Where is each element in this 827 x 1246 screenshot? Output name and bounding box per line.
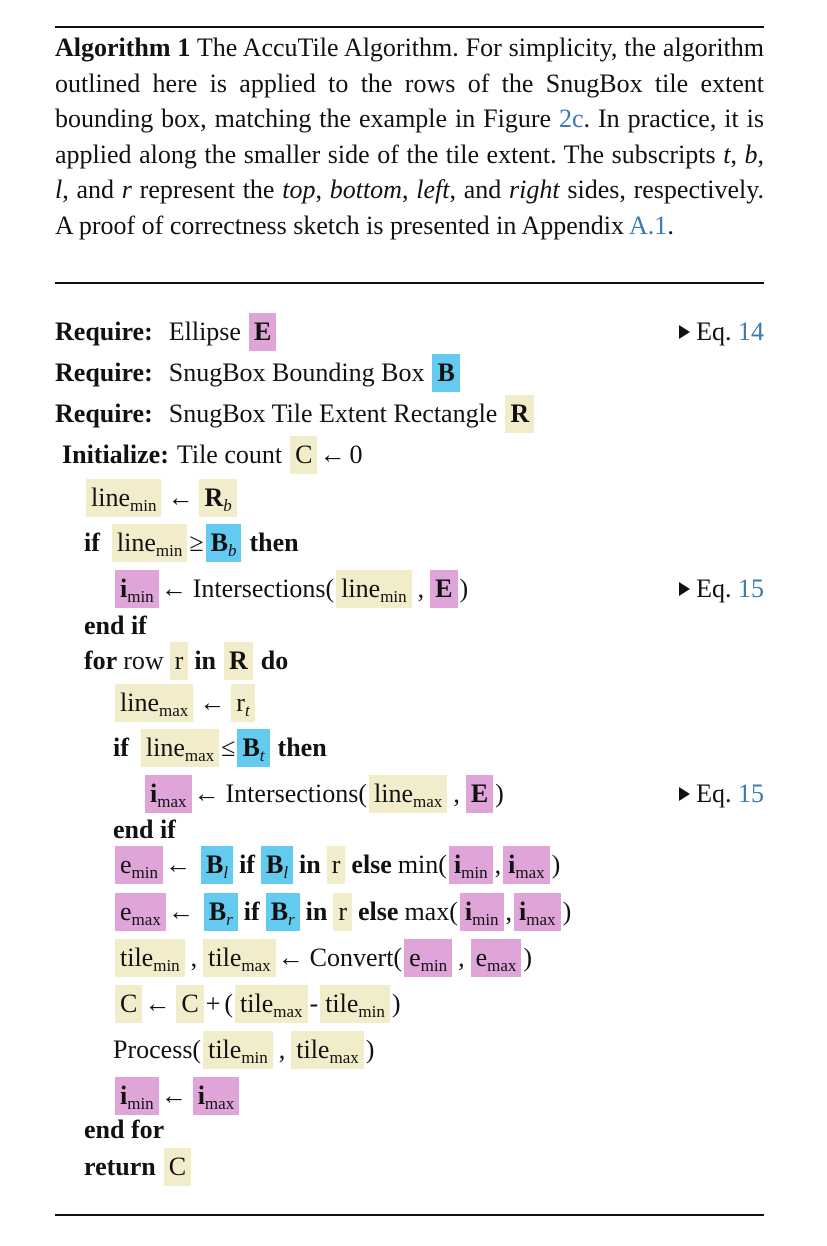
keyword: for [84,646,118,675]
assign-linemax-line [113,686,257,720]
operator: ← [160,574,187,603]
keyword: do [260,646,289,675]
caption-italic: right [509,175,560,205]
caption-text: , [315,175,330,205]
keyword: Require: [55,358,153,387]
keyword: in [305,897,328,926]
assign-emax-line [113,895,571,929]
symbol-B-l: $B_l$ [261,846,293,884]
caption-math: r [121,175,132,205]
caption-math: l [55,175,63,205]
symbol-tile-max: tile$_{max}$ [203,939,276,977]
keyword: if [113,733,129,762]
caption-italic: bottom [329,175,402,205]
operator: ) [551,850,561,879]
symbol-line-max: line$_{max}$ [369,775,447,813]
assign-imin-line [113,1079,241,1113]
for-line [84,644,288,678]
symbol-R: R [505,395,534,433]
keyword: else [358,897,399,926]
eq-ref-link[interactable]: 15 [738,779,764,808]
operator: ) [391,989,401,1018]
symbol-B-b: $B_b$ [206,524,242,562]
keyword: then [249,528,299,557]
operator: ← [144,989,171,1018]
caption-italic: top [282,175,316,205]
operator: ← [167,483,194,512]
symbol-B-r: $B_r$ [266,893,300,931]
symbol-i-min: $i_{min}$ [449,846,493,884]
symbol-r-t: $r_t$ [231,684,254,722]
require-bbox-line [55,356,462,390]
symbol-E: E [430,570,457,608]
symbol-C: C [290,436,317,474]
symbol-line-min: line$_{min}$ [112,524,187,562]
caption-text: , [730,139,745,169]
comment-label: Eq. [696,317,732,346]
operator: ) [562,897,572,926]
symbol-i-max: $i_{max}$ [193,1077,240,1115]
keyword: Initialize: [62,440,169,469]
function-name: max( [404,897,458,926]
keyword: end for [84,1115,165,1144]
symbol-r: r [170,642,189,680]
text: row [123,646,164,675]
operator: ← [165,850,191,879]
eq-ref-link[interactable]: 14 [738,317,764,346]
symbol-B-r: $B_r$ [204,893,238,931]
triangle-icon [679,582,690,596]
require-ellipse-line [55,315,278,349]
eq-ref-link[interactable]: 15 [738,574,764,603]
symbol-e-max: $e_{max}$ [115,893,166,931]
process-line [113,1033,374,1067]
symbol-i-min: $i_{min}$ [115,570,159,608]
bottom-rule [55,1214,764,1216]
symbol-R-b: $R_b$ [199,479,236,517]
caption-text: represent the [131,175,283,205]
comment-label: Eq. [696,779,732,808]
initialize-line [62,438,366,472]
caption-label: Algorithm 1 [55,33,191,62]
keyword: if [243,897,260,926]
count-update-line [113,987,401,1021]
symbol-R: R [224,642,253,680]
keyword: return [84,1152,156,1181]
operator: ← [160,1081,187,1110]
symbol-B-l: $B_l$ [201,846,233,884]
operator: , [190,943,198,972]
operator: ← [319,440,346,469]
text: Ellipse [168,317,241,346]
comment-eq14 [679,315,764,349]
function-name: Intersections( [192,574,335,603]
comment-eq15 [679,777,764,811]
function-name: Intersections( [225,779,368,808]
operator: ( [224,989,234,1018]
symbol-B-t: $B_t$ [237,729,269,767]
symbol-C: C [164,1148,191,1186]
keyword: if [239,850,255,879]
operator: ← [193,779,220,808]
caption-text: . In practice, it is applied along the smaller side of the tile extent. The subscripts [55,104,764,169]
require-rect-line [55,397,536,431]
operator: , [417,574,425,603]
symbol-e-min: $e_{min}$ [404,939,452,977]
operator: , [505,897,513,926]
operator: ) [523,943,533,972]
caption-italic: left [416,175,450,205]
operator: , [494,850,502,879]
symbol-i-min: $i_{min}$ [460,893,504,931]
convert-line [113,941,532,975]
intersections-min-line [113,572,468,606]
symbol-i-max: $i_{max}$ [145,775,192,813]
caption-text: , [401,175,417,205]
operator: ) [365,1035,375,1064]
symbol-e-min: $e_{min}$ [115,846,163,884]
caption-text: , [757,139,765,169]
text: SnugBox Tile Extent Rectangle [168,399,498,428]
keyword: if [84,528,100,557]
operator: ) [495,779,504,808]
function-name: Process( [113,1035,202,1064]
function-name: Convert( [309,943,403,972]
symbol-line-max: line$_{max}$ [141,729,219,767]
operator: ← [199,688,226,717]
symbol-E: E [249,313,276,351]
symbol-line-min: line$_{min}$ [86,479,161,517]
symbol-E: E [466,775,493,813]
symbol-B: B [432,354,459,392]
symbol-r: r [333,893,352,931]
operator: ≥ [189,528,204,557]
symbol-C: C [115,985,142,1023]
triangle-icon [679,787,690,801]
symbol-line-max: line$_{max}$ [115,684,193,722]
assign-emin-line [113,848,560,882]
keyword: in [299,850,321,879]
comment-label: Eq. [696,574,732,603]
symbol-tile-max: tile$_{max}$ [291,1031,364,1069]
keyword: else [351,850,392,879]
figure-ref-link[interactable]: 2c [558,104,584,134]
caption-text: sides, respectively. A proof of correctness sketch is presented in Appendix [55,175,765,240]
appendix-ref-link[interactable]: A.1 [629,210,668,240]
caption-text: , and [449,175,510,205]
keyword: in [194,646,216,675]
operator: , [458,943,465,972]
symbol-tile-max: tile$_{max}$ [235,985,308,1023]
keyword: Require: [55,399,153,428]
symbol-tile-min: tile$_{min}$ [320,985,390,1023]
if-linemin-line [84,526,299,560]
keyword: then [277,733,327,762]
symbol-tile-min: tile$_{min}$ [115,939,185,977]
operator: ) [459,574,469,603]
comment-eq15 [679,572,764,606]
caption-text: , and [62,175,122,205]
symbol-r: r [327,846,346,884]
function-name: min( [397,850,447,879]
triangle-icon [679,325,690,339]
caption-text: . [667,210,674,240]
caption-math: b [744,139,758,169]
keyword: Require: [55,317,153,346]
symbol-i-max: $i_{max}$ [503,846,550,884]
text: Tile count [176,440,283,469]
symbol-e-max: $e_{max}$ [471,939,522,977]
if-linemax-line [113,731,327,765]
keyword: end if [84,611,147,640]
caption-text: The AccuTile Algorithm. For simplicity, the algorithm outlined here is applied to the rows of the SnugBox tile extent bounding box, matching the example in Figure [55,33,765,134]
symbol-i-max: $i_{max}$ [514,893,561,931]
end-for-line [84,1113,164,1147]
operator: ≤ [221,733,236,762]
operator: 0 [349,440,363,469]
text: SnugBox Bounding Box [168,358,425,387]
symbol-i-min: $i_{min}$ [115,1077,159,1115]
operator: , [278,1035,286,1064]
operator: , [453,779,460,808]
assign-linemin-line [84,481,239,515]
return-line [84,1150,193,1184]
caption-math: t [723,139,731,169]
operator: - [309,989,319,1018]
operator: ← [277,943,304,972]
intersections-max-line [143,777,504,811]
symbol-tile-min: tile$_{min}$ [203,1031,273,1069]
end-if-line [84,609,147,643]
keyword: end if [113,815,176,844]
symbol-line-min: line$_{min}$ [336,570,411,608]
operator: ← [167,897,194,926]
symbol-C: C [176,985,203,1023]
end-if-line [113,813,176,847]
operator: + [205,989,221,1018]
